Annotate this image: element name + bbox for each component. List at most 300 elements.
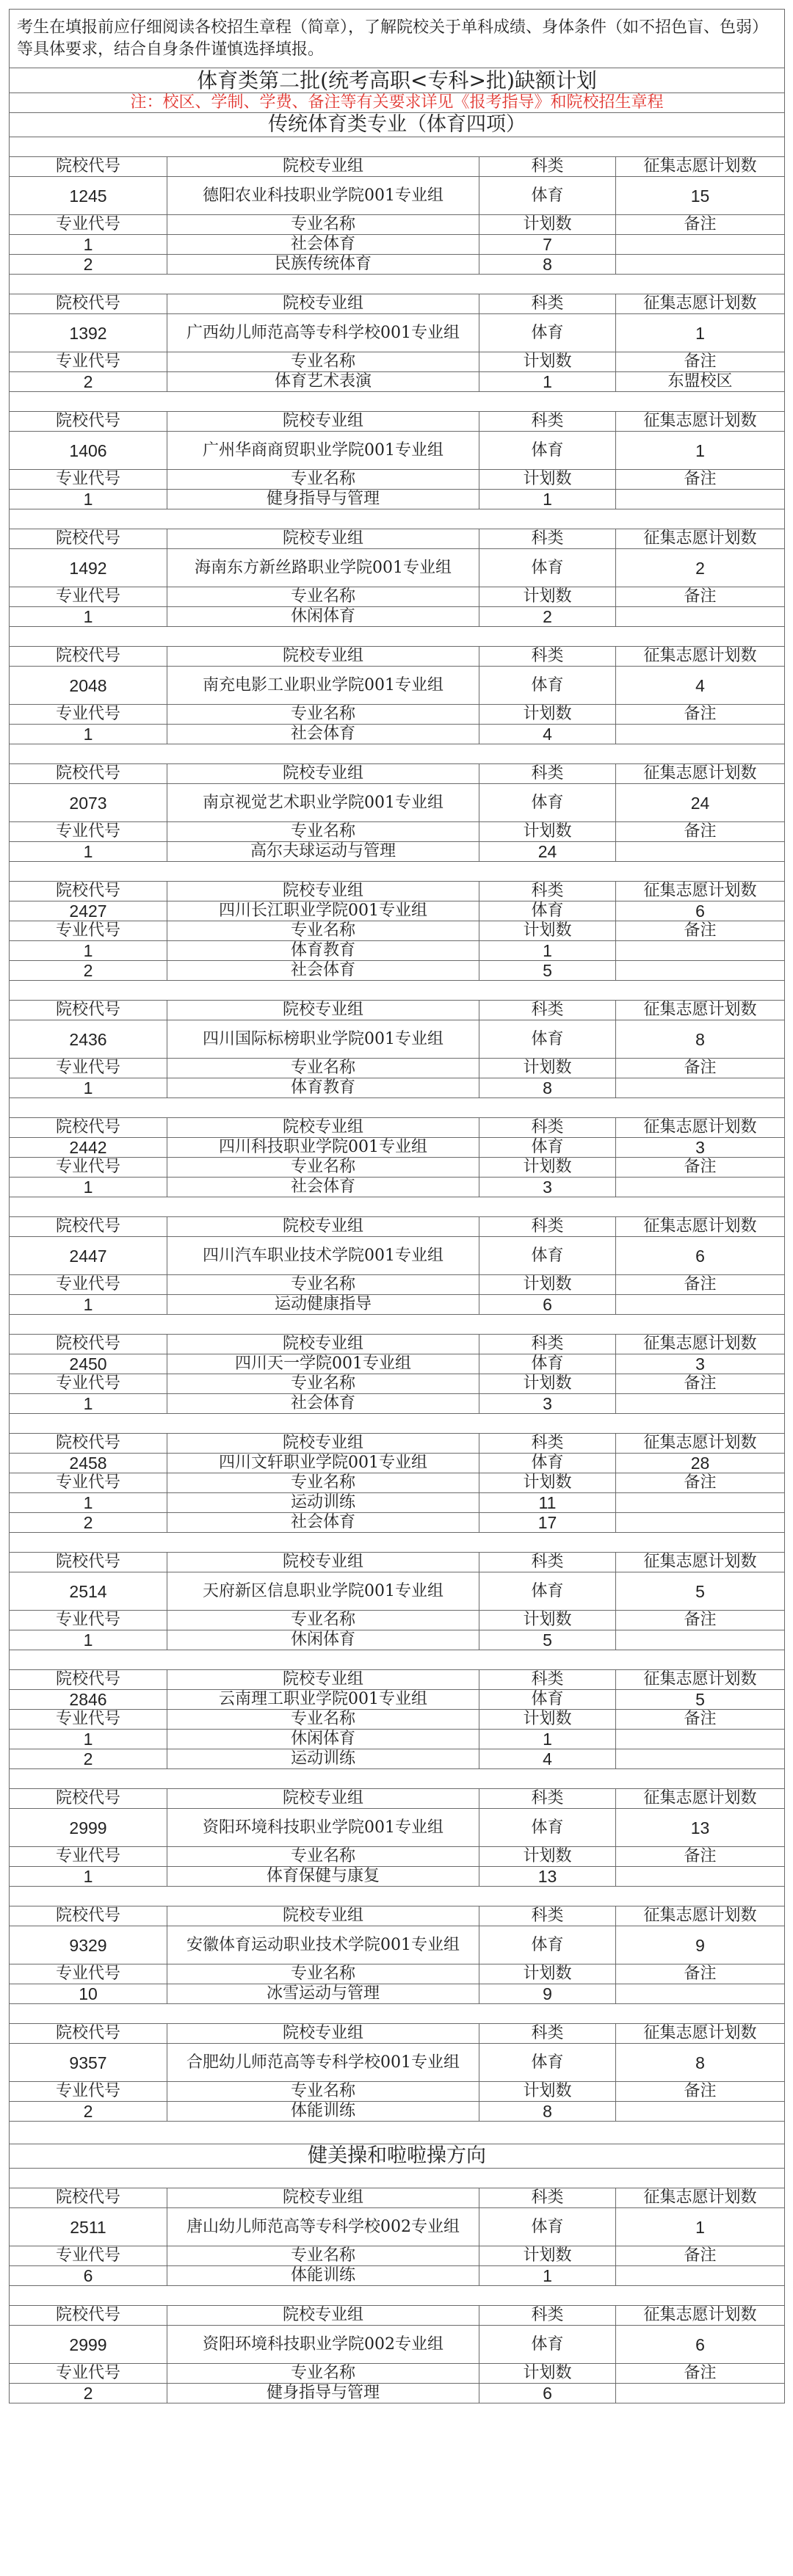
school-group: 四川长江职业学院001专业组 [167,901,479,921]
major-count: 2 [479,607,616,627]
spacer-row [10,1887,785,1906]
major-remark [616,235,785,255]
major-count: 8 [479,2102,616,2122]
school-group: 四川文轩职业学院001专业组 [167,1454,479,1473]
header-school-group: 院校专业组 [167,2188,479,2208]
header-count: 计划数 [479,1611,616,1630]
school-group: 四川天一学院001专业组 [167,1354,479,1374]
header-school-group: 院校专业组 [167,764,479,784]
header-row [10,1118,785,1138]
major-name: 运动训练 [167,1749,479,1769]
header-row [10,2188,785,2208]
school-code: 1406 [10,432,167,470]
major-count: 4 [479,725,616,744]
major-remark [616,725,785,744]
school-code: 2511 [10,2208,167,2246]
header-school-code: 院校代号 [10,157,167,177]
school-plan: 3 [616,1354,785,1374]
school-code: 9329 [10,1926,167,1964]
school-code: 2436 [10,1020,167,1059]
spacer-cell [10,1197,785,1217]
header-subject: 科类 [479,882,616,901]
header-school-code: 院校代号 [10,1335,167,1354]
header-school-group: 院校专业组 [167,412,479,432]
header-major-code: 专业代号 [10,1710,167,1730]
major-count: 1 [479,490,616,509]
major-count: 5 [479,1630,616,1650]
major-row [10,725,785,744]
major-remark [616,255,785,275]
major-name: 休闲体育 [167,1630,479,1650]
header-subject: 科类 [479,157,616,177]
major-header-row [10,352,785,372]
major-name: 健身指导与管理 [167,2384,479,2403]
header-plan: 征集志愿计划数 [616,882,785,901]
header-remark: 备注 [616,822,785,842]
header-major-name: 专业名称 [167,352,479,372]
major-code: 6 [10,2266,167,2286]
school-plan: 5 [616,1690,785,1710]
spacer-row [10,275,785,294]
major-header-row [10,2082,785,2102]
header-count: 计划数 [479,921,616,941]
spacer-cell [10,1098,785,1118]
header-school-group: 院校专业组 [167,1789,479,1809]
school-plan: 6 [616,2326,785,2364]
major-code: 2 [10,1749,167,1769]
major-row [10,1178,785,1197]
school-row [10,2326,785,2364]
note-row [10,93,785,113]
header-school-code: 院校代号 [10,2306,167,2326]
school-plan: 24 [616,784,785,822]
school-code: 1245 [10,177,167,215]
school-plan: 28 [616,1454,785,1473]
major-row [10,1493,785,1513]
header-school-code: 院校代号 [10,1001,167,1020]
major-name: 体育教育 [167,941,479,961]
school-code: 2442 [10,1138,167,1158]
header-subject: 科类 [479,1434,616,1454]
header-major-code: 专业代号 [10,1847,167,1867]
header-remark: 备注 [616,1473,785,1493]
header-plan: 征集志愿计划数 [616,1118,785,1138]
major-header-row [10,1059,785,1078]
header-major-name: 专业名称 [167,1473,479,1493]
major-code: 1 [10,490,167,509]
header-major-name: 专业名称 [167,2364,479,2384]
header-row [10,412,785,432]
header-subject: 科类 [479,1335,616,1354]
major-remark [616,941,785,961]
header-major-name: 专业名称 [167,1964,479,1984]
major-header-row [10,1275,785,1295]
school-code: 2999 [10,2326,167,2364]
school-subject: 体育 [479,549,616,587]
header-major-code: 专业代号 [10,1964,167,1984]
header-plan: 征集志愿计划数 [616,647,785,667]
school-subject: 体育 [479,1138,616,1158]
spacer-row [10,1533,785,1553]
school-row [10,1926,785,1964]
major-code: 1 [10,1867,167,1887]
header-subject: 科类 [479,1001,616,1020]
major-code: 1 [10,725,167,744]
header-major-name: 专业名称 [167,1611,479,1630]
header-row [10,529,785,549]
school-row [10,1809,785,1847]
page-title: 体育类第二批(统考高职<专科>批)缺额计划 [10,68,785,93]
section-row [10,113,785,137]
major-code: 1 [10,1394,167,1414]
major-code: 2 [10,961,167,981]
header-school-group: 院校专业组 [167,1217,479,1237]
school-row [10,1237,785,1275]
header-school-group: 院校专业组 [167,1335,479,1354]
notice-text: 考生在填报前应仔细阅读各校招生章程（简章），了解院校关于单科成绩、身体条件（如不招色盲、色弱）等具体要求，结合自身条件谨慎选择填报。 [10,10,785,68]
school-group: 云南理工职业学院001专业组 [167,1690,479,1710]
header-school-code: 院校代号 [10,2024,167,2044]
header-school-code: 院校代号 [10,1434,167,1454]
school-subject: 体育 [479,667,616,705]
major-row [10,961,785,981]
school-subject: 体育 [479,177,616,215]
header-row [10,882,785,901]
header-count: 计划数 [479,1275,616,1295]
school-plan: 6 [616,1237,785,1275]
major-header-row [10,1374,785,1394]
header-plan: 征集志愿计划数 [616,2024,785,2044]
header-major-name: 专业名称 [167,1710,479,1730]
major-row [10,1867,785,1887]
major-count: 8 [479,255,616,275]
spacer-cell [10,1769,785,1789]
major-code: 1 [10,1730,167,1749]
header-school-code: 院校代号 [10,882,167,901]
major-count: 1 [479,372,616,392]
school-row [10,901,785,921]
major-count: 11 [479,1493,616,1513]
major-name: 运动健康指导 [167,1295,479,1315]
header-remark: 备注 [616,2082,785,2102]
major-name: 社会体育 [167,1178,479,1197]
school-subject: 体育 [479,1809,616,1847]
school-code: 2073 [10,784,167,822]
major-name: 体育艺术表演 [167,372,479,392]
school-code: 2427 [10,901,167,921]
major-name: 休闲体育 [167,1730,479,1749]
header-major-code: 专业代号 [10,822,167,842]
header-subject: 科类 [479,1670,616,1690]
major-name: 民族传统体育 [167,255,479,275]
header-count: 计划数 [479,1473,616,1493]
header-count: 计划数 [479,1158,616,1178]
header-school-code: 院校代号 [10,1553,167,1572]
header-count: 计划数 [479,1710,616,1730]
header-row [10,1789,785,1809]
major-remark [616,1295,785,1315]
header-school-group: 院校专业组 [167,1001,479,1020]
school-code: 2450 [10,1354,167,1374]
major-name: 社会体育 [167,725,479,744]
header-plan: 征集志愿计划数 [616,294,785,314]
header-major-name: 专业名称 [167,921,479,941]
school-subject: 体育 [479,1572,616,1611]
section-row [10,2144,785,2169]
major-code: 1 [10,1493,167,1513]
school-code: 2447 [10,1237,167,1275]
major-code: 2 [10,2384,167,2403]
major-count: 6 [479,2384,616,2403]
major-code: 1 [10,1078,167,1098]
school-code: 2999 [10,1809,167,1847]
header-school-code: 院校代号 [10,1789,167,1809]
spacer-row [10,2004,785,2024]
header-plan: 征集志愿计划数 [616,1670,785,1690]
school-group: 安徽体育运动职业技术学院001专业组 [167,1926,479,1964]
major-remark [616,1730,785,1749]
spacer-row [10,1197,785,1217]
spacer-cell [10,1887,785,1906]
header-major-name: 专业名称 [167,2246,479,2266]
major-remark [616,607,785,627]
header-count: 计划数 [479,1374,616,1394]
header-count: 计划数 [479,822,616,842]
major-remark [616,1630,785,1650]
major-count: 1 [479,2266,616,2286]
major-remark [616,1078,785,1098]
header-plan: 征集志愿计划数 [616,157,785,177]
major-code: 2 [10,2102,167,2122]
header-major-name: 专业名称 [167,1275,479,1295]
major-name: 体能训练 [167,2102,479,2122]
major-name: 休闲体育 [167,607,479,627]
major-row [10,1730,785,1749]
major-name: 健身指导与管理 [167,490,479,509]
header-major-code: 专业代号 [10,2246,167,2266]
header-remark: 备注 [616,1275,785,1295]
school-plan: 5 [616,1572,785,1611]
header-plan: 征集志愿计划数 [616,1217,785,1237]
header-row [10,764,785,784]
header-school-code: 院校代号 [10,1217,167,1237]
header-major-name: 专业名称 [167,1374,479,1394]
school-plan: 8 [616,2044,785,2082]
school-code: 2458 [10,1454,167,1473]
major-remark [616,1867,785,1887]
header-remark: 备注 [616,2246,785,2266]
header-major-name: 专业名称 [167,1847,479,1867]
school-plan: 13 [616,1809,785,1847]
school-row [10,1690,785,1710]
school-subject: 体育 [479,784,616,822]
major-header-row [10,1964,785,1984]
spacer-row [10,509,785,529]
major-header-row [10,587,785,607]
header-school-code: 院校代号 [10,647,167,667]
major-header-row [10,1847,785,1867]
header-count: 计划数 [479,1847,616,1867]
header-plan: 征集志愿计划数 [616,412,785,432]
spacer-cell [10,1414,785,1434]
school-subject: 体育 [479,1237,616,1275]
header-plan: 征集志愿计划数 [616,1906,785,1926]
header-remark: 备注 [616,215,785,235]
major-code: 1 [10,1630,167,1650]
major-count: 9 [479,1984,616,2004]
major-row [10,255,785,275]
major-remark [616,2102,785,2122]
school-subject: 体育 [479,1926,616,1964]
spacer-row [10,392,785,412]
note-text: 注：校区、学制、学费、备注等有关要求详见《报考指导》和院校招生章程 [10,93,785,113]
major-count: 3 [479,1394,616,1414]
header-remark: 备注 [616,705,785,725]
header-major-code: 专业代号 [10,2364,167,2384]
major-name: 体能训练 [167,2266,479,2286]
school-row [10,667,785,705]
major-header-row [10,215,785,235]
plan-table [9,9,785,2403]
school-subject: 体育 [479,1020,616,1059]
major-count: 6 [479,1295,616,1315]
major-row [10,941,785,961]
header-subject: 科类 [479,2024,616,2044]
spacer-row [10,1098,785,1118]
header-plan: 征集志愿计划数 [616,764,785,784]
header-major-code: 专业代号 [10,705,167,725]
school-group: 海南东方新丝路职业学院001专业组 [167,549,479,587]
major-row [10,2266,785,2286]
major-header-row [10,822,785,842]
header-subject: 科类 [479,412,616,432]
header-remark: 备注 [616,587,785,607]
spacer-row [10,1315,785,1335]
major-count: 24 [479,842,616,862]
header-school-code: 院校代号 [10,1906,167,1926]
school-code: 2514 [10,1572,167,1611]
header-count: 计划数 [479,215,616,235]
major-header-row [10,1473,785,1493]
major-code: 10 [10,1984,167,2004]
header-subject: 科类 [479,1118,616,1138]
header-subject: 科类 [479,294,616,314]
header-remark: 备注 [616,1710,785,1730]
school-row [10,1138,785,1158]
school-subject: 体育 [479,1690,616,1710]
header-major-name: 专业名称 [167,587,479,607]
major-count: 5 [479,961,616,981]
major-code: 2 [10,255,167,275]
header-remark: 备注 [616,352,785,372]
major-row [10,1513,785,1533]
major-code: 1 [10,941,167,961]
header-row [10,1001,785,1020]
school-row [10,314,785,352]
notice-row [10,10,785,68]
school-code: 9357 [10,2044,167,2082]
spacer-row [10,137,785,157]
major-remark: 东盟校区 [616,372,785,392]
spacer-row [10,2169,785,2188]
spacer-row [10,744,785,764]
major-count: 8 [479,1078,616,1098]
header-school-group: 院校专业组 [167,1434,479,1454]
header-row [10,1906,785,1926]
header-school-code: 院校代号 [10,1118,167,1138]
header-count: 计划数 [479,2364,616,2384]
major-remark [616,1178,785,1197]
school-plan: 15 [616,177,785,215]
header-major-code: 专业代号 [10,215,167,235]
header-subject: 科类 [479,647,616,667]
header-school-group: 院校专业组 [167,529,479,549]
school-subject: 体育 [479,314,616,352]
school-group: 资阳环境科技职业学院001专业组 [167,1809,479,1847]
school-code: 2846 [10,1690,167,1710]
header-major-code: 专业代号 [10,1611,167,1630]
header-major-code: 专业代号 [10,1473,167,1493]
major-header-row [10,2246,785,2266]
header-major-name: 专业名称 [167,2082,479,2102]
school-group: 南充电影工业职业学院001专业组 [167,667,479,705]
major-header-row [10,1158,785,1178]
school-row [10,177,785,215]
header-row [10,157,785,177]
school-group: 四川科技职业学院001专业组 [167,1138,479,1158]
header-major-code: 专业代号 [10,1374,167,1394]
major-name: 运动训练 [167,1493,479,1513]
spacer-row [10,981,785,1001]
header-subject: 科类 [479,2188,616,2208]
spacer-cell [10,2169,785,2188]
major-count: 1 [479,1730,616,1749]
spacer-cell [10,2286,785,2306]
major-name: 体育保健与康复 [167,1867,479,1887]
school-row [10,1354,785,1374]
school-subject: 体育 [479,432,616,470]
header-major-code: 专业代号 [10,1059,167,1078]
header-school-code: 院校代号 [10,412,167,432]
header-plan: 征集志愿计划数 [616,1553,785,1572]
major-row [10,1749,785,1769]
header-subject: 科类 [479,1553,616,1572]
header-major-code: 专业代号 [10,587,167,607]
header-count: 计划数 [479,1964,616,1984]
header-school-code: 院校代号 [10,1670,167,1690]
school-group: 南京视觉艺术职业学院001专业组 [167,784,479,822]
header-plan: 征集志愿计划数 [616,1789,785,1809]
major-header-row [10,705,785,725]
school-plan: 1 [616,2208,785,2246]
header-count: 计划数 [479,587,616,607]
major-row [10,1394,785,1414]
spacer-cell [10,744,785,764]
major-name: 体育教育 [167,1078,479,1098]
header-major-name: 专业名称 [167,705,479,725]
school-group: 广西幼儿师范高等专科学校001专业组 [167,314,479,352]
spacer-cell [10,1533,785,1553]
major-remark [616,2384,785,2403]
school-plan: 1 [616,432,785,470]
spacer-cell [10,392,785,412]
header-remark: 备注 [616,470,785,490]
major-count: 7 [479,235,616,255]
header-major-name: 专业名称 [167,1059,479,1078]
major-row [10,842,785,862]
major-row [10,1295,785,1315]
school-row [10,1020,785,1059]
